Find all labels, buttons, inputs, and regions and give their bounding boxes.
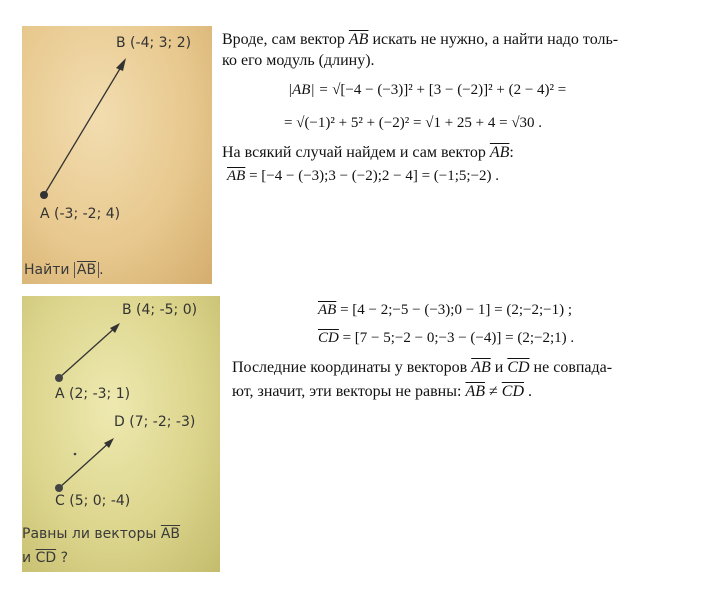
point-c-dot <box>55 484 63 492</box>
line-suffix: искать не нужно, а найти надо толь- <box>368 31 619 48</box>
solution1-line-2: ко его модуль (длину). <box>222 52 375 69</box>
line-prefix: ют, значит, эти векторы не равны: <box>232 383 466 400</box>
formula-rhs: √[−4 − (−3)]² + [3 − (−2)]² + (2 − 4)² = <box>332 82 567 98</box>
formula-rhs: = [4 − 2;−5 − (−3);0 − 1] = (2;−2;−1) ; <box>336 302 573 318</box>
point-a-label: A (-3; -2; 4) <box>40 206 121 222</box>
not-equal-sign: ≠ <box>484 383 502 400</box>
line-prefix: Последние координаты у векторов <box>232 359 472 376</box>
line-suffix: не совпада- <box>529 359 613 376</box>
vector-ab: $\overline{AB}$ <box>489 144 510 161</box>
point-b-label: B (-4; 3; 2) <box>116 35 192 51</box>
point-b-label: B (4; -5; 0) <box>122 302 198 318</box>
vector-ab: $\overline{AB}$ <box>348 31 369 48</box>
vector-ab: $\overline{AB}$ <box>318 302 337 318</box>
solution1-line-1 <box>222 30 618 50</box>
solution1-line-3 <box>222 143 514 163</box>
point-a-dot <box>55 374 63 382</box>
line-mid: и <box>490 359 508 376</box>
task-prefix-2: и <box>22 550 36 566</box>
solution1-formula-2: = √(−1)² + 5² + (−2)² = √1 + 25 + 4 = √30 . <box>284 115 543 131</box>
point-c-label: C (5; 0; -4) <box>55 493 131 509</box>
task-vector-cd: $\overline{CD}$ <box>35 550 57 566</box>
solution2-formula-2 <box>318 328 574 348</box>
line-prefix: Вроде, сам вектор <box>222 31 349 48</box>
line-prefix: На всякий случай найдем и сам вектор <box>222 144 490 161</box>
vector-ab: $\overline{AB}$ <box>227 168 246 184</box>
photo-task-2 <box>22 296 220 572</box>
line-suffix: : <box>509 144 514 161</box>
formula-rhs: = [−4 − (−3);3 − (−2);2 − 4] = (−1;5;−2) . <box>245 168 500 184</box>
vector-ab-drawing <box>22 26 212 284</box>
task-prefix: Равны ли векторы <box>22 526 161 542</box>
solution1-formula-3 <box>227 166 499 186</box>
vector-cd: $\overline{CD}$ <box>501 383 524 400</box>
line-suffix: . <box>524 383 532 400</box>
point-a-label: A (2; -3; 1) <box>55 386 131 402</box>
vector-ab: $\overline{AB}$ <box>465 383 485 400</box>
photo-task-1 <box>22 26 212 284</box>
formula-rhs: = [7 − 5;−2 − 0;−3 − (−4)] = (2;−2;1) . <box>338 330 575 346</box>
task-text <box>24 262 104 278</box>
task-prefix: Найти <box>24 262 74 278</box>
task-line-1 <box>22 526 180 542</box>
point-a-dot <box>40 191 48 199</box>
vector-ab: $\overline{AB}$ <box>471 359 491 376</box>
formula-lhs: |AB| = <box>288 82 333 98</box>
solution2-line-1 <box>232 358 612 378</box>
task-suffix: ? <box>60 550 69 566</box>
task-vector-ab: $\overline{AB}$ <box>160 526 181 542</box>
task-line-2 <box>22 550 68 566</box>
task-vector: $\overline{AB}$ <box>76 262 97 278</box>
point-d-label: D (7; -2; -3) <box>114 414 196 430</box>
solution2-line-2 <box>232 382 532 402</box>
solution2-formula-1 <box>318 300 572 320</box>
vector-cd: $\overline{CD}$ <box>507 359 530 376</box>
vector-cd: $\overline{CD}$ <box>318 330 339 346</box>
task-suffix: . <box>99 262 104 278</box>
solution1-formula-1 <box>288 80 566 100</box>
